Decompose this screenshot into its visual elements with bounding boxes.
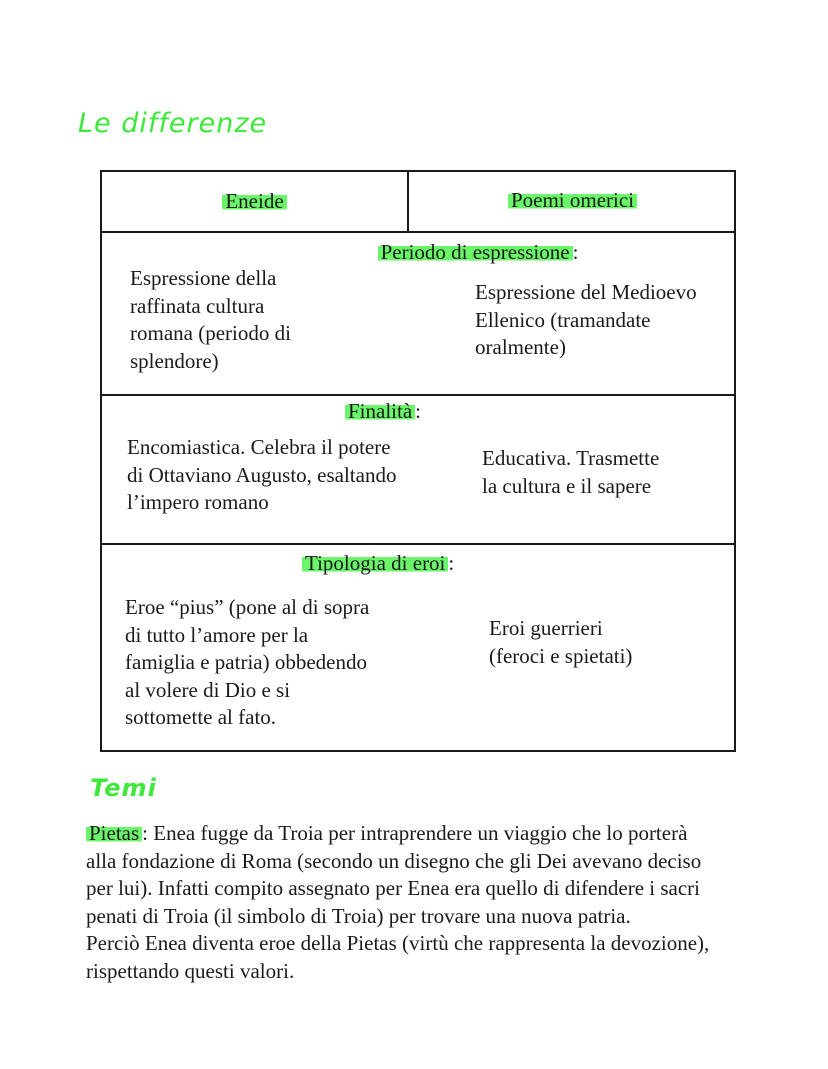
section-title-tipologia: Tipologia di eroi : (302, 550, 454, 578)
row-divider (102, 394, 734, 396)
row-divider (102, 543, 734, 545)
cell-omerici-periodo: Espressione del Medioevo Ellenico (tramandate oralmente) (475, 280, 697, 359)
column-header-poemi-omerici: Poemi omerici (409, 187, 736, 215)
cell-eneide-tipologia: Eroe “pius” (pone al di sopra di tutto l’amore per la famiglia e patria) obbedendo al volere di Dio e si sottomette al fato. (125, 595, 370, 729)
section-title-periodo: Periodo di espressione : (102, 239, 734, 267)
row-divider (102, 231, 734, 233)
section-heading-differences: Le differenze (78, 108, 268, 139)
themes-body (86, 820, 806, 985)
themes-paragraph-1: Pietas : Enea fugge da Troia per intraprendere un viaggio che lo porterà alla fondazione di Roma (secondo un disegno che gli Dei avevano deciso per lui). Infatti compito assegnato per Enea era quello di difendere i sacri penati di Troia (il simbolo di Troia) per trovare una nuova patria. (86, 821, 702, 928)
cell-eneide-periodo: Espressione della raffinata cultura romana (periodo di splendore) (130, 266, 291, 373)
section-title-finalita: Finalità : (345, 398, 421, 426)
section-heading-themes: Temi (90, 774, 157, 802)
cell-omerici-tipologia: Eroi guerrieri (feroci e spietati) (489, 616, 633, 668)
cell-eneide-finalita: Encomiastica. Celebra il potere di Ottaviano Augusto, esaltando l’impero romano (127, 435, 397, 514)
term-pietas: Pietas (86, 821, 142, 845)
cell-omerici-finalita: Educativa. Trasmette la cultura e il sapere (482, 446, 660, 498)
comparison-table (100, 170, 736, 752)
themes-paragraph-2: Perciò Enea diventa eroe della Pietas (virtù che rappresenta la devozione), rispettando questi valori. (86, 931, 710, 983)
column-header-eneide: Eneide (102, 188, 407, 216)
